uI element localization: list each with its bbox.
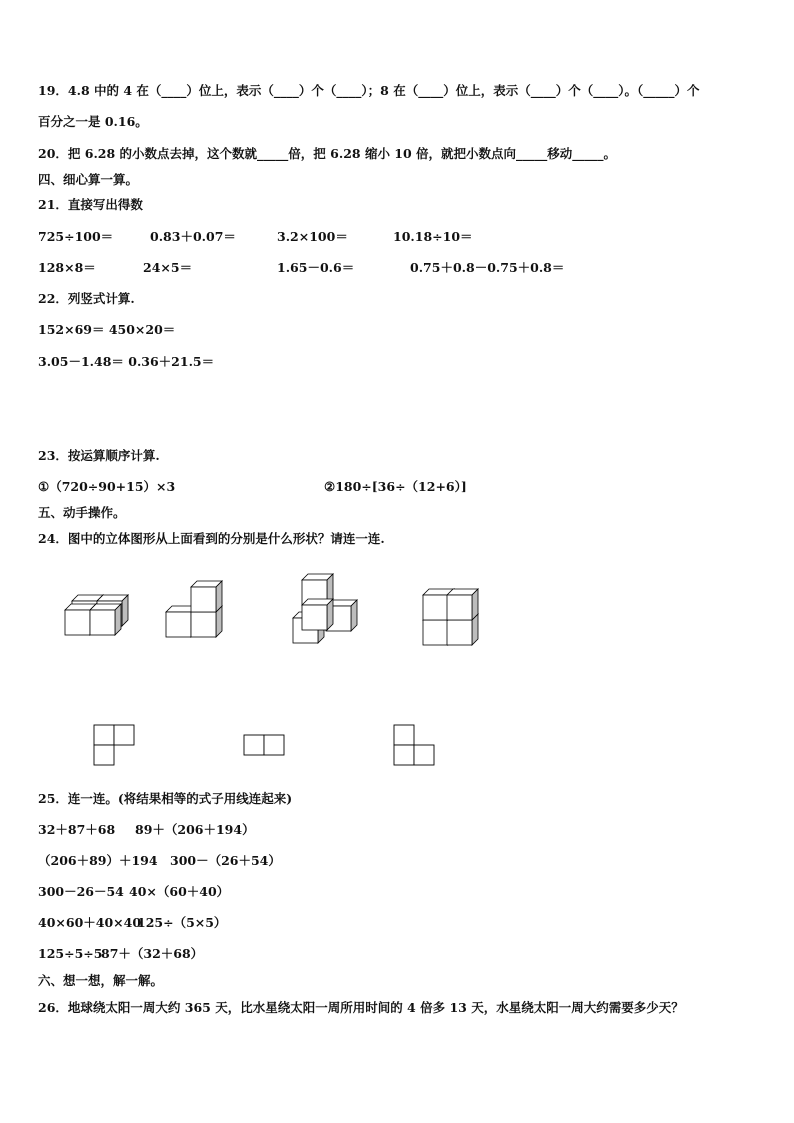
- q25-right-expr: 89＋（206＋194）: [135, 822, 255, 837]
- q25-row: [38, 946, 758, 962]
- top-view-two-squares-icon: [244, 735, 284, 755]
- q25-left-expr: 300－26－54: [38, 884, 124, 899]
- q24-title: 24．图中的立体图形从上面看到的分别是什么形状？请连一连.: [38, 531, 385, 546]
- cube-figure-1-icon: [65, 595, 128, 635]
- cube-figure-3-icon: [293, 574, 357, 643]
- q22-title: 22．列竖式计算.: [38, 291, 135, 306]
- top-view-l-left-icon: [394, 725, 434, 765]
- q21-expr: 3.2×100＝: [277, 229, 348, 244]
- q21-expr: 10.18÷10＝: [393, 229, 473, 244]
- cube-figure-2-icon: [166, 581, 222, 637]
- q25-left-expr: 125÷5÷5: [38, 946, 103, 961]
- q22-line2: 3.05－1.48＝ 0.36＋21.5＝: [38, 354, 215, 369]
- q25-right-expr: 125÷（5×5）: [137, 915, 227, 930]
- q25-right-expr: 300－（26＋54）: [170, 853, 281, 868]
- q19-line1: 19．4.8 中的 4 在（____）位上，表示（____）个（____）；8 在（____）位上，表示（____）个（____）。（_____）个: [38, 83, 700, 98]
- q25-left-expr: （206＋89）＋194: [38, 853, 158, 868]
- q25-left-expr: 40×60＋40×40: [38, 915, 142, 930]
- q23-item-1: ①（720÷90+15）×3: [38, 479, 176, 494]
- q21-expr: 128×8＝: [38, 260, 96, 275]
- section-6-heading: 六、想一想，解一解。: [38, 973, 164, 988]
- q21-expr: 0.83＋0.07＝: [150, 229, 236, 244]
- q25-row: [38, 822, 758, 838]
- q25-row: [38, 853, 758, 869]
- q21-title: 21．直接写出得数: [38, 197, 143, 212]
- q25-left-expr: 32＋87＋68: [38, 822, 116, 837]
- q25-title: 25．连一连。(将结果相等的式子用线连起来): [38, 791, 293, 806]
- q21-expr: 24×5＝: [143, 260, 193, 275]
- q21-expr: 0.75＋0.8－0.75＋0.8＝: [410, 260, 565, 275]
- top-view-l-right-icon: [94, 725, 134, 765]
- q19-line2: 百分之一是 0.16。: [38, 114, 148, 129]
- section-4-heading: 四、细心算一算。: [38, 172, 139, 187]
- q25-row: [38, 915, 758, 931]
- q25-row: [38, 884, 758, 900]
- q26-text: 26．地球绕太阳一周大约 365 天，比水星绕太阳一周所用时间的 4 倍多 13 天，水星绕太阳一周大约需要多少天？: [38, 1000, 684, 1015]
- cube-figure-4-icon: [423, 589, 478, 645]
- section-5-heading: 五、动手操作。: [38, 505, 126, 520]
- q25-right-expr: 87＋（32＋68）: [101, 946, 204, 961]
- q22-line1: 152×69＝ 450×20＝: [38, 322, 176, 337]
- q25-right-expr: 40×（60＋40）: [129, 884, 230, 899]
- q23-title: 23．按运算顺序计算.: [38, 448, 160, 463]
- q20-text: 20．把 6.28 的小数点去掉，这个数就_____倍，把 6.28 缩小 10 倍，就把小数点向_____移动_____。: [38, 146, 617, 161]
- q21-expr: 1.65－0.6＝: [277, 260, 355, 275]
- q21-expr: 725÷100＝: [38, 229, 114, 244]
- q23-item-2: ②180÷[36÷（12+6）]: [324, 479, 467, 494]
